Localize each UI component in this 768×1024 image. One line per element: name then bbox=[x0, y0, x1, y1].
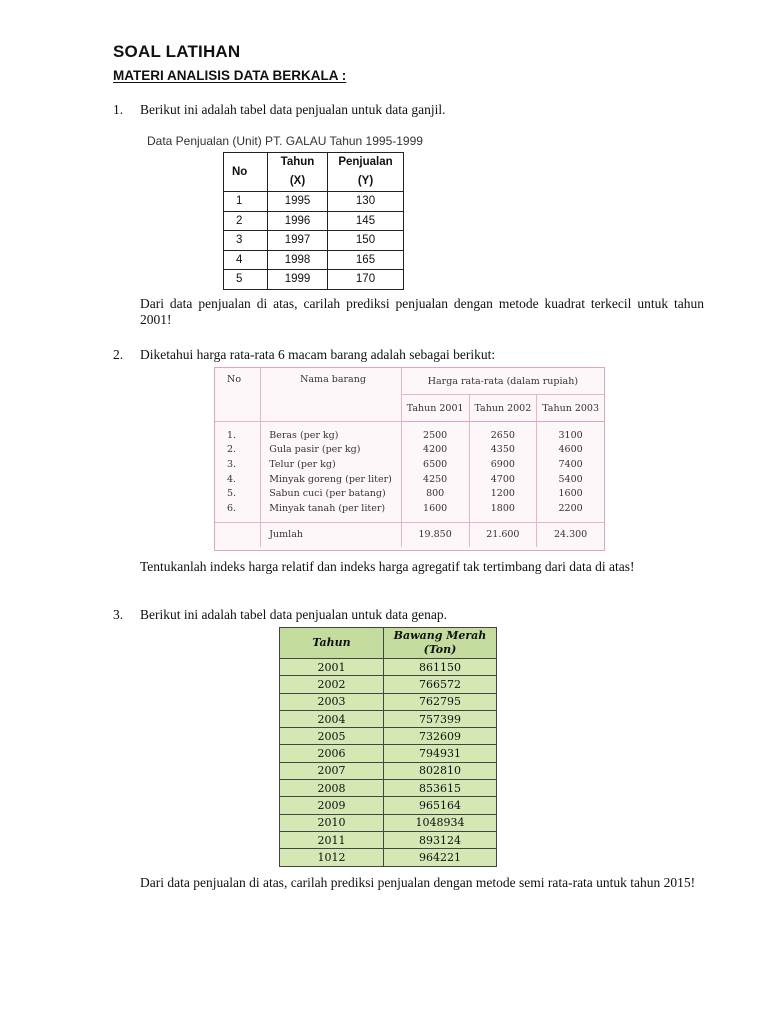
cell-value: 762795 bbox=[384, 693, 497, 710]
cell-sales: 145 bbox=[328, 211, 404, 231]
cell-no: 2. bbox=[215, 443, 261, 458]
cell-value: 757399 bbox=[384, 710, 497, 727]
cell-year: 2005 bbox=[280, 728, 384, 745]
cell-item-name: Minyak goreng (per liter) bbox=[261, 472, 402, 487]
cell-no: 1 bbox=[224, 192, 268, 212]
cell-no: 4 bbox=[224, 250, 268, 270]
cell-price-2003: 4600 bbox=[558, 444, 583, 456]
table-header-row bbox=[215, 368, 604, 395]
cell-year: 1995 bbox=[268, 192, 328, 212]
table-row bbox=[215, 457, 604, 472]
cell-year: 2001 bbox=[280, 659, 384, 676]
price-table-frame bbox=[214, 367, 605, 551]
table-row bbox=[280, 780, 497, 797]
table-row bbox=[280, 797, 497, 814]
cell-value: 853615 bbox=[384, 780, 497, 797]
table-row bbox=[224, 231, 404, 251]
col-header-year: Tahun bbox=[280, 628, 384, 659]
table-row bbox=[215, 443, 604, 458]
question-1-intro: Berikut ini adalah tabel data penjualan untuk data ganjil. bbox=[140, 102, 446, 117]
col-header-average-price: Harga rata-rata (dalam rupiah) bbox=[401, 368, 604, 395]
table-row bbox=[280, 693, 497, 710]
cell-value: 861150 bbox=[384, 659, 497, 676]
cell-total-2002: 21.600 bbox=[469, 522, 537, 547]
price-table bbox=[215, 368, 604, 547]
question-1-number: 1. bbox=[113, 102, 124, 117]
table-1-caption: Data Penjualan (Unit) PT. GALAU Tahun 1995-1999 bbox=[147, 134, 423, 148]
cell-year: 2004 bbox=[280, 710, 384, 727]
question-1-text: Dari data penjualan di atas, carilah prediksi penjualan dengan metode kuadrat terkecil untuk tahun 2001! bbox=[140, 296, 704, 327]
cell-no: 3. bbox=[215, 457, 261, 472]
table-row bbox=[280, 728, 497, 745]
cell-price-2001: 4250 bbox=[401, 472, 469, 487]
cell-no: 4. bbox=[215, 472, 261, 487]
cell-year: 1997 bbox=[268, 231, 328, 251]
col-header-year bbox=[268, 153, 328, 192]
cell-item-name: Gula pasir (per kg) bbox=[261, 443, 402, 458]
cell-item-name: Minyak tanah (per liter) bbox=[261, 501, 402, 516]
cell-year: 2009 bbox=[280, 797, 384, 814]
page-title: SOAL LATIHAN bbox=[113, 42, 241, 61]
cell-no: 6. bbox=[215, 501, 261, 516]
col-header-year-2001: Tahun 2001 bbox=[401, 395, 469, 422]
cell-no: 2 bbox=[224, 211, 268, 231]
cell-total-2001: 19.850 bbox=[401, 522, 469, 547]
cell-sales: 150 bbox=[328, 231, 404, 251]
cell-sales: 130 bbox=[328, 192, 404, 212]
table-row bbox=[215, 428, 604, 443]
question-2-intro: Diketahui harga rata-rata 6 macam barang adalah sebagai berikut: bbox=[140, 347, 496, 362]
cell-sales: 170 bbox=[328, 270, 404, 290]
cell-item-name: Beras (per kg) bbox=[261, 428, 402, 443]
cell-price-2001: 2500 bbox=[401, 428, 469, 443]
table-row bbox=[280, 849, 497, 866]
cell-price-2002: 4350 bbox=[469, 443, 537, 458]
cell-no: 1. bbox=[215, 428, 261, 443]
cell-no: 5. bbox=[215, 486, 261, 501]
cell-item-name: Telur (per kg) bbox=[261, 457, 402, 472]
table-row bbox=[280, 762, 497, 779]
cell-year: 1012 bbox=[280, 849, 384, 866]
table-row bbox=[224, 270, 404, 290]
cell-sales: 165 bbox=[328, 250, 404, 270]
table-row bbox=[280, 659, 497, 676]
question-3-intro: Berikut ini adalah tabel data penjualan untuk data genap. bbox=[140, 607, 448, 622]
table-row bbox=[215, 501, 604, 516]
col-header-shallot-line1: Bawang Merah bbox=[393, 629, 487, 642]
col-header-item-name: Nama barang bbox=[261, 368, 402, 422]
cell-no: 5 bbox=[224, 270, 268, 290]
cell-year: 2003 bbox=[280, 693, 384, 710]
table-row bbox=[224, 192, 404, 212]
cell-no bbox=[215, 522, 261, 547]
question-3-text: Dari data penjualan di atas, carilah prediksi penjualan dengan metode semi rata-rata untuk tahun 2015! bbox=[140, 875, 696, 890]
cell-value: 766572 bbox=[384, 676, 497, 693]
col-header-sales bbox=[328, 153, 404, 192]
cell-value: 802810 bbox=[384, 762, 497, 779]
cell-price-2002: 6900 bbox=[469, 457, 537, 472]
cell-value: 893124 bbox=[384, 831, 497, 848]
cell-year: 2007 bbox=[280, 762, 384, 779]
table-row bbox=[224, 250, 404, 270]
col-header-sales-line1: Penjualan bbox=[338, 156, 393, 168]
sales-table-odd bbox=[223, 152, 404, 290]
cell-year: 2002 bbox=[280, 676, 384, 693]
cell-year: 2011 bbox=[280, 831, 384, 848]
cell-year: 1999 bbox=[268, 270, 328, 290]
table-row bbox=[224, 211, 404, 231]
page-subtitle: MATERI ANALISIS DATA BERKALA : bbox=[113, 68, 347, 83]
col-header-sales-line2: (Y) bbox=[357, 175, 374, 187]
cell-value: 732609 bbox=[384, 728, 497, 745]
table-row bbox=[280, 814, 497, 831]
cell-price-2002: 4700 bbox=[469, 472, 537, 487]
cell-value: 965164 bbox=[384, 797, 497, 814]
cell-value: 794931 bbox=[384, 745, 497, 762]
cell-year: 1996 bbox=[268, 211, 328, 231]
table-header-row bbox=[224, 153, 404, 192]
cell-item-name: Sabun cuci (per batang) bbox=[261, 486, 402, 501]
col-header-shallot bbox=[384, 628, 497, 659]
cell-price-2002: 1800 bbox=[469, 501, 537, 516]
cell-total-2003: 24.300 bbox=[537, 522, 604, 547]
cell-price-2002: 1200 bbox=[469, 486, 537, 501]
col-header-year-line1: Tahun bbox=[280, 156, 315, 168]
cell-price-2002: 2650 bbox=[469, 428, 537, 443]
sales-table-even bbox=[279, 627, 497, 867]
question-2-number: 2. bbox=[113, 347, 124, 362]
col-header-year-2002: Tahun 2002 bbox=[469, 395, 537, 422]
cell-price-2001: 6500 bbox=[401, 457, 469, 472]
col-header-no: No bbox=[224, 153, 268, 192]
cell-year: 2006 bbox=[280, 745, 384, 762]
table-row bbox=[280, 745, 497, 762]
cell-year: 1998 bbox=[268, 250, 328, 270]
cell-total-label: Jumlah bbox=[261, 522, 402, 547]
cell-price-2001: 1600 bbox=[401, 501, 469, 516]
cell-price-2001: 800 bbox=[401, 486, 469, 501]
col-header-no: No bbox=[215, 368, 261, 422]
col-header-year-line2: (X) bbox=[289, 175, 306, 187]
cell-price-2003: 3100 bbox=[558, 429, 583, 441]
table-row bbox=[215, 486, 604, 501]
cell-price-2003: 7400 bbox=[558, 458, 583, 470]
col-header-shallot-line2: (Ton) bbox=[423, 643, 457, 656]
question-2-text: Tentukanlah indeks harga relatif dan indeks harga agregatif tak tertimbang dari data di atas! bbox=[140, 559, 635, 574]
table-row bbox=[280, 676, 497, 693]
cell-year: 2010 bbox=[280, 814, 384, 831]
cell-value: 1048934 bbox=[384, 814, 497, 831]
cell-value: 964221 bbox=[384, 849, 497, 866]
cell-year: 2008 bbox=[280, 780, 384, 797]
cell-price-2003: 2200 bbox=[558, 502, 583, 514]
table-header-row bbox=[280, 628, 497, 659]
col-header-year-2003: Tahun 2003 bbox=[537, 395, 604, 422]
cell-price-2001: 4200 bbox=[401, 443, 469, 458]
cell-no: 3 bbox=[224, 231, 268, 251]
cell-price-2003: 5400 bbox=[558, 473, 583, 485]
table-row bbox=[215, 472, 604, 487]
table-row bbox=[280, 710, 497, 727]
table-total-row bbox=[215, 522, 604, 547]
question-3-number: 3. bbox=[113, 607, 124, 622]
cell-price-2003: 1600 bbox=[558, 488, 583, 500]
table-row bbox=[280, 831, 497, 848]
